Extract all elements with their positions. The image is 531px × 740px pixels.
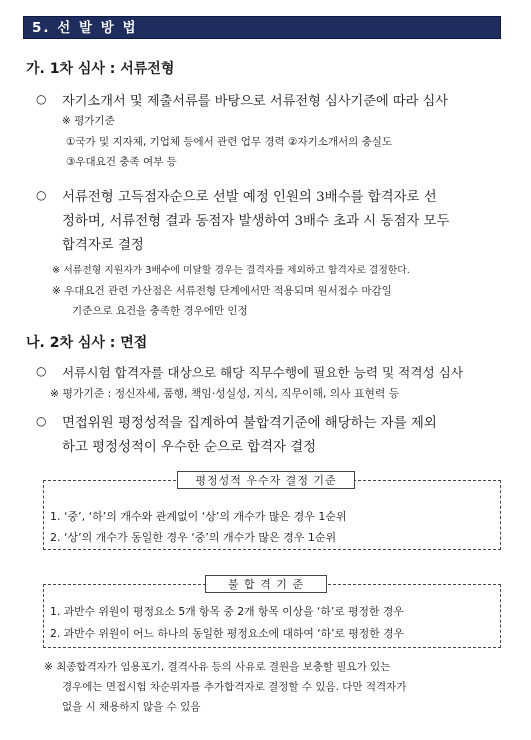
criteria-box-disqualification: [43, 578, 501, 648]
footnote-line1: ※ 최종합격자가 임용포기, 결격사유 등의 사유로 결원을 보충할 필요가 있는: [44, 661, 391, 673]
bullet-marker: ○: [36, 92, 47, 106]
part-a-note3-line1: ※ 우대요건 관련 가산점은 서류전형 단계에서만 적용되며 원서접수 마감일: [52, 285, 392, 297]
footnote-line2: 경우에는 면접시험 차순위자를 추가합격자로 결정할 수 있음. 다만 적격자가: [62, 681, 407, 693]
section-title: 5. 선 발 방 법: [32, 20, 138, 36]
box-line: 1. 과반수 위원이 평정요소 5개 항목 중 2개 항목 이상을 ‘하’로 평정한 경우: [50, 605, 404, 618]
part-a-note3-line2: 기준으로 요건을 충족한 경우에만 인정: [72, 305, 248, 317]
part-a-para2-line3: 합격자로 결정: [62, 238, 144, 253]
footnote-line3: 없을 시 채용하지 않을 수 있음: [62, 701, 201, 713]
part-a-para2-line2: 정하며, 서류전형 결과 동점자 발생하여 3배수 초과 시 동점자 모두: [62, 214, 450, 229]
part-b-heading: 나. 2차 심사 : 면접: [26, 335, 148, 351]
box-line: 2. 과반수 위원이 어느 하나의 동일한 평정요소에 대하여 ‘하’로 평정한 경우: [50, 627, 404, 640]
box-title: 평정성적 우수자 결정 기준: [177, 471, 355, 489]
bullet-marker: ○: [36, 188, 47, 202]
part-b-para2-line1: 면접위원 평정성적을 집계하여 불합격기준에 해당하는 자를 제외: [62, 416, 437, 431]
bullet-marker: ○: [36, 364, 47, 378]
box-title: 불 합 격 기 준: [205, 575, 327, 593]
part-a-heading: 가. 1차 심사 : 서류전형: [26, 61, 175, 77]
criteria-box-top-performers: [43, 474, 501, 550]
part-b-para2-line2: 하고 평정성적이 우수한 순으로 합격자 결정: [62, 440, 317, 455]
part-a-para2-line1: 서류전형 고득점자순으로 선발 예정 인원의 3배수를 합격자로 선: [62, 190, 437, 205]
part-b-para1: 서류시험 합격자를 대상으로 해당 직무수행에 필요한 능력 및 적격성 심사: [62, 365, 463, 380]
bullet-marker: ○: [36, 414, 47, 428]
part-a-note-line2: ③우대요건 충족 여부 등: [66, 156, 177, 168]
part-a-note2: ※ 서류전형 지원자가 3배수에 미달할 경우는 결격자를 제외하고 합격자로 결정한다.: [52, 265, 410, 276]
part-a-note-line1: ①국가 및 지자체, 기업체 등에서 관련 업무 경력 ②자기소개서의 충실도: [66, 136, 393, 148]
part-a-para1: 자기소개서 및 제출서류를 바탕으로 서류전형 심사기준에 따라 심사: [62, 94, 449, 109]
part-b-note: ※ 평가기준 : 정신자세, 품행, 책임·성실성, 지식, 직무이해, 의사 표현력 등: [50, 387, 400, 400]
box-line: 2. ‘상’의 개수가 동일한 경우 ‘중’의 개수가 많은 경우 1순위: [50, 531, 337, 544]
part-a-note-head: ※ 평가기준: [62, 115, 115, 127]
section-header: [23, 16, 501, 39]
box-line: 1. ‘중’, ‘하’의 개수와 관계없이 ‘상’의 개수가 많은 경우 1순위: [50, 510, 347, 523]
